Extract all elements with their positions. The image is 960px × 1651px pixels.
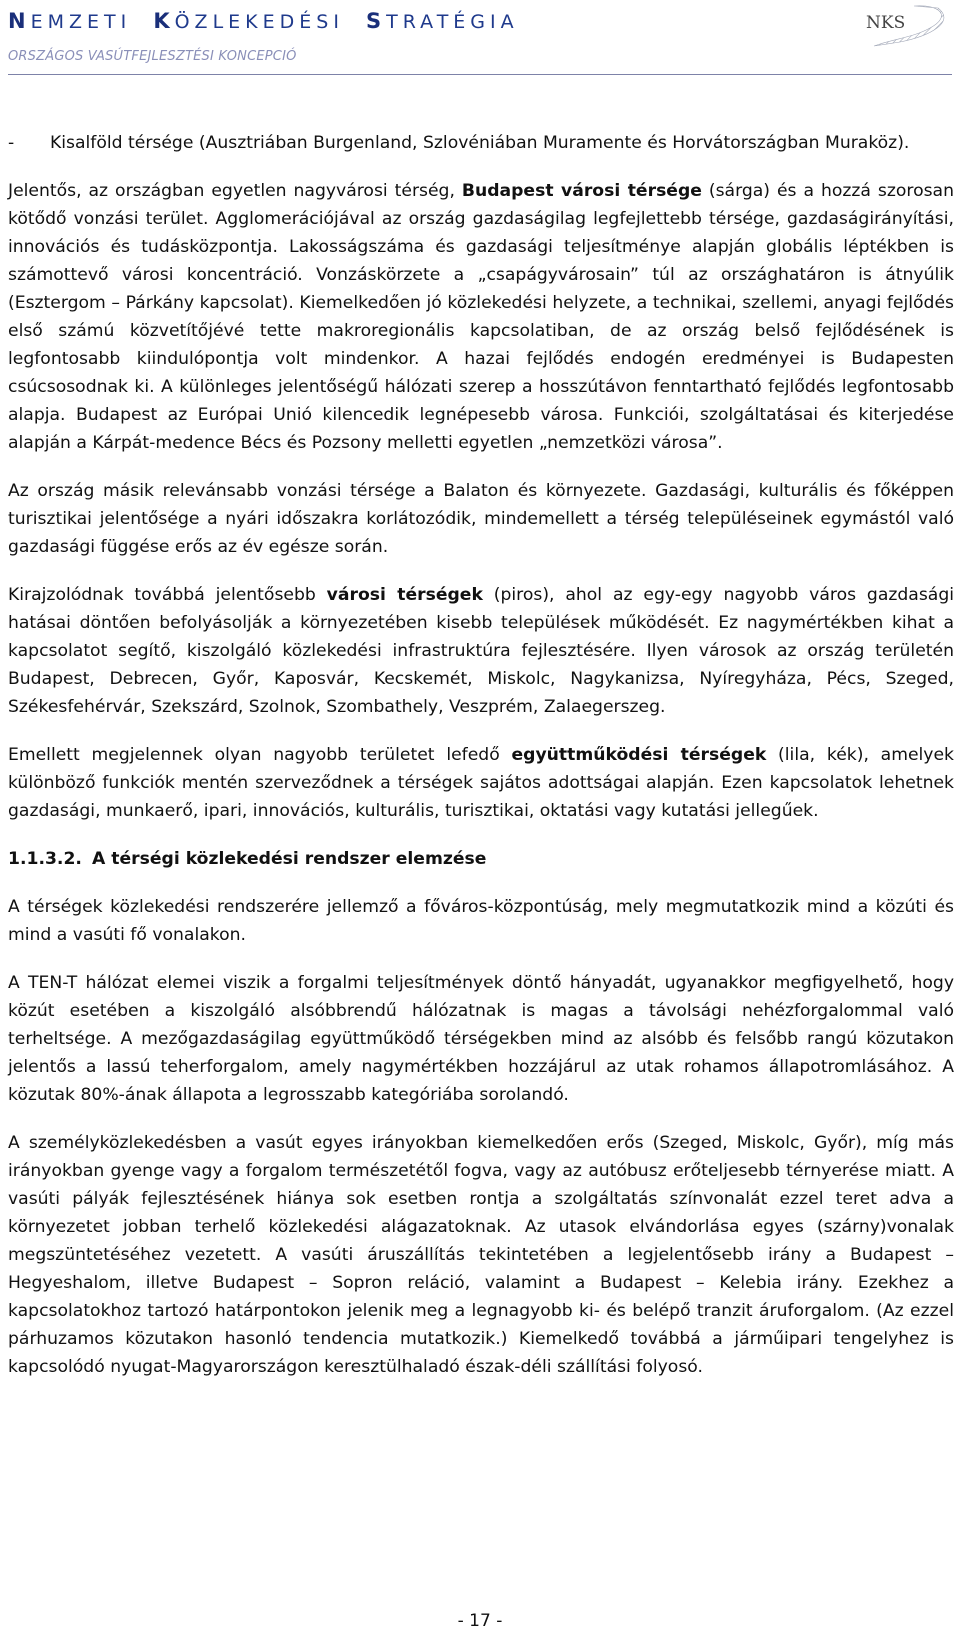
bold-term: városi térségek — [326, 585, 483, 605]
paragraph-text: (lila, kék), amelyek különböző funkciók mentén szerveződnek a térségek sajátos adottságai alapján. Ezen kapcsolatok lehetnek gazdasági, munkaerő, ipari, innovációs, kulturális, turisztikai, oktatási vagy kutatási jellegűek. — [8, 745, 955, 821]
section-title: A térségi közlekedési rendszer elemzése — [92, 849, 487, 869]
paragraph-text: Jelentős, az országban egyetlen nagyvárosi térség, — [8, 181, 462, 201]
header-title — [8, 9, 519, 33]
paragraph-cooperation-regions — [8, 741, 954, 825]
paragraph-balaton: Az ország másik relevánsabb vonzási térsége a Balaton és környezete. Gazdasági, kulturális és főképpen turisztikai jelentősége a nyári időszakra korlátozódik, mindemellett a térség településeinek egymástól való gazdasági függése erős az év egésze során. — [8, 481, 954, 557]
header-subtitle: ORSZÁGOS VASÚTFEJLESZTÉSI KONCEPCIÓ — [8, 49, 297, 64]
header-title-word-2 — [153, 11, 344, 33]
paragraph-rail: A személyközlekedésben a vasút egyes irányokban kiemelkedően erős (Szeged, Miskolc, Győr), míg más irányokban gyenge vagy a forgalom természetétől fogva, vagy az autóbusz erőteljesebb térnyerése miatt. A vasúti pályák fejlesztésének hiánya sok esetben rontja a szolgáltatás színvonalát ezzel teret adva a környezetet jobban terhelő közlekedési alágazatoknak. Az utasok elvándorlása egyes (szárny)vonalak megszüntetéséhez vezetett. A vasúti áruszállítás tekintetében a legjelentősebb irány a Budapest – Hegyeshalom, illetve Budapest – Sopron reláció, valamint a Budapest – Kelebia irány. Ezekhez a kapcsolatokhoz tartozó határpontokon jelenik meg a legnagyobb ki- és belépő tranzit áruforgalom. (Az ezzel párhuzamos közutakon hasonló tendencia mutatkozik.) Kiemelkedő továbbá a járműipari tengelyhez is kapcsolódó nyugat-Magyarországon keresztülhaladó észak-déli szállítási folyosó. — [8, 1133, 954, 1377]
paragraph-ten-t: A TEN-T hálózat elemei viszik a forgalmi teljesítmények döntő hányadát, ugyanakkor megfigyelhető, hogy közút esetében a kiszolgáló alsóbbrendű hálózatnak is magas a távolsági nehézforgalommal való terheltsége. A mezőgazdaságilag együttműködő térségekben mind az alsóbb és felsőbb rangú közutakon jelentős a lassú teherforgalom, amely nagymértékben hozzájárul az utak rohamos állapotromlásához. A közutak 80%-ának állapota a legrosszabb kategóriába sorolandó. — [8, 973, 954, 1105]
header-title-initial: N — [8, 9, 31, 33]
bullet-item — [8, 129, 954, 157]
header-title-word-1 — [8, 11, 131, 33]
header-title-initial: S — [366, 9, 387, 33]
paragraph-text: Emellett megjelennek olyan nagyobb területet lefedő — [8, 745, 512, 765]
logo-text: NKS — [866, 13, 906, 33]
header-title-word-3 — [366, 11, 519, 33]
header-title-rest: TRATÉGIA — [386, 11, 519, 33]
bullet-text: Kisalföld térsége (Ausztriában Burgenland, Szlovéniában Muramente és Horvátországban Muraköz). — [50, 133, 910, 153]
section-heading — [8, 845, 954, 873]
header-title-rest: ÖZLEKEDÉSI — [174, 11, 344, 33]
page-number: - 17 - — [457, 1611, 503, 1631]
paragraph-capital-centric: A térségek közlekedési rendszerére jellemző a főváros-központúság, mely megmutatkozik mind a közúti és mind a vasúti fő vonalakon. — [8, 897, 954, 945]
header-title-initial: K — [153, 9, 175, 33]
bold-term: együttműködési térségek — [511, 745, 767, 765]
page-header — [0, 0, 960, 75]
paragraph-budapest — [8, 177, 954, 457]
header-divider — [8, 74, 952, 75]
paragraph-text: (piros), ahol az egy-egy nagyobb város gazdasági hatásai döntően befolyásolják a környezetében kisebb települések működését. Ez nagymértékben kihat a kapcsolatot segítő, kiszolgáló közlekedési infrastruktúra fejlesztésére. Ilyen városok az ország területén Budapest, Debrecen, Győr, Kaposvár, Kecskemét, Miskolc, Nagykanizsa, Nyíregyháza, Pécs, Szeged, Székesfehérvár, Szekszárd, Szolnok, Szombathely, Veszprém, Zalaegerszeg. — [8, 585, 954, 717]
bold-term: Budapest városi térsége — [461, 181, 702, 201]
nks-logo — [860, 2, 954, 48]
section-number: 1.1.3.2. — [8, 849, 82, 869]
document-body — [8, 129, 954, 1381]
paragraph-text: (sárga) és a hozzá szorosan kötődő vonzási terület. Agglomerációjával az ország gazdaságilag legfejlettebb térsége, gazdaságirányítási, innovációs és tudásközpontja. Lakosságszáma és gazdasági teljesítménye alapján globális léptékben is számottevő városi koncentráció. Vonzáskörzete a „csapágyvárosain” túl az országhatáron is átnyúlik (Esztergom – Párkány kapcsolat). Kiemelkedően jó közlekedési helyzete, a technikai, szellemi, anyagi fejlődés első számú közvetítőjévé tette makroregionális kapcsolatiban, de az ország belső fejlődésének is legfontosabb kiindulópontja volt mindenkor. A hazai fejlődés endogén eredményei is Budapesten csúcsosodnak ki. A különleges jelentőségű hálózati szerep a hosszútávon fenntartható fejlődés legfontosabb alapja. Budapest az Európai Unió kilencedik legnépesebb városa. Funkciói, szolgáltatásai és kiterjedése alapján a Kárpát-medence Bécs és Pozsony melletti egyetlen „nemzetközi városa”. — [8, 181, 954, 453]
paragraph-urban-regions — [8, 581, 954, 721]
header-title-rest: EMZETI — [30, 11, 132, 33]
bullet-dash: - — [8, 133, 15, 153]
paragraph-text: Kirajzolódnak továbbá jelentősebb — [8, 585, 327, 605]
